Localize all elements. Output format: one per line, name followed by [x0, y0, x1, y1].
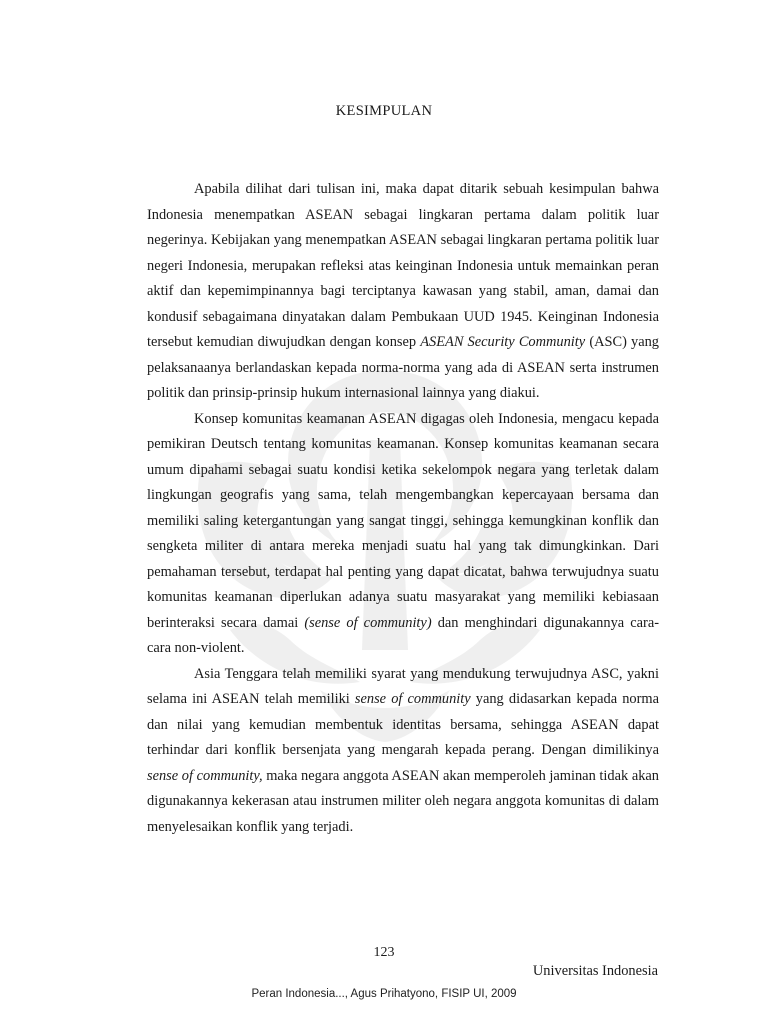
paragraph-text: (ASC) yang pelaksanaanya berlandaskan kepada norma-norma yang ada di ASEAN serta instrumen politik dan prinsip-prinsip hukum internasional lainnya yang diakui. [147, 334, 660, 401]
paragraph [147, 177, 659, 407]
paragraph-italic-text: (sense of community) [304, 614, 432, 631]
university-name: Universitas Indonesia [532, 963, 658, 979]
paragraph [147, 662, 659, 841]
paragraph-italic-text: sense of community [354, 691, 471, 707]
paragraph [147, 407, 659, 662]
paragraph-text: Asia Tenggara telah memiliki syarat yang mendukung terwujudnya ASC, yakni selama ini ASEAN telah memiliki [147, 665, 659, 707]
paragraph-italic-text: sense of community, [147, 767, 263, 784]
footer-citation: Peran Indonesia..., Agus Prihatyono, FISIP UI, 2009 [251, 988, 517, 1000]
paragraph-text: maka negara anggota ASEAN akan memperoleh jaminan tidak akan digunakannya kekerasan atau instrumen militer oleh negara anggota komunitas di dalam menyelesaikan konflik yang terjadi. [147, 767, 659, 835]
paragraph-text: Apabila dilihat dari tulisan ini, maka dapat ditarik sebuah kesimpulan bahwa Indonesia menempatkan ASEAN sebagai lingkaran pertama dalam politik luar negerinya. Kebijakan yang menempatkan ASEAN sebagai lingkaran pertama politik luar negeri Indonesia, merupakan refleksi atas keinginan Indonesia untuk memainkan peran aktif dan kepemimpinannya bagi terciptanya kawasan yang stabil, aman, damai dan kondusif sebagaimana dinyatakan dalam Pembukaan UUD 1945. Keinginan Indonesia tersebut kemudian diwujudkan dengan konsep [147, 181, 659, 350]
paragraph-text: dan menghindari digunakannya cara-cara non-violent. [147, 614, 659, 656]
body-text [147, 177, 659, 840]
paragraph-text: yang didasarkan kepada norma dan nilai yang kemudian membentuk identitas bersama, sehingga ASEAN dapat terhindar dari konflik bersenjata yang mengarah kepada perang. Dengan dimilikinya [147, 691, 659, 758]
paragraph-italic-text: ASEAN Security Community [420, 334, 586, 350]
page-number: 123 [373, 945, 395, 960]
paragraph-text: Konsep komunitas keamanan ASEAN digagas oleh Indonesia, mengacu kepada pemikiran Deutsch tentang komunitas keamanan. Konsep komunitas keamanan secara umum dipahami sebagai suatu kondisi ketika sekelompok negara yang terletak dalam lingkungan geografis yang sama, telah mengembangkan kepercayaan bersama dan memiliki saling ketergantungan yang sangat tinggi, sehingga kemungkinan konflik dan sengketa militer di antara mereka menjadi suatu hal yang tak dimungkinkan. Dari pemahaman tersebut, terdapat hal penting yang dapat dicatat, bahwa terwujudnya suatu komunitas keamanan diperlukan adanya suatu masyarakat yang memiliki kebiasaan berinteraksi secara damai [147, 410, 659, 631]
page-title: KESIMPULAN [335, 103, 433, 119]
